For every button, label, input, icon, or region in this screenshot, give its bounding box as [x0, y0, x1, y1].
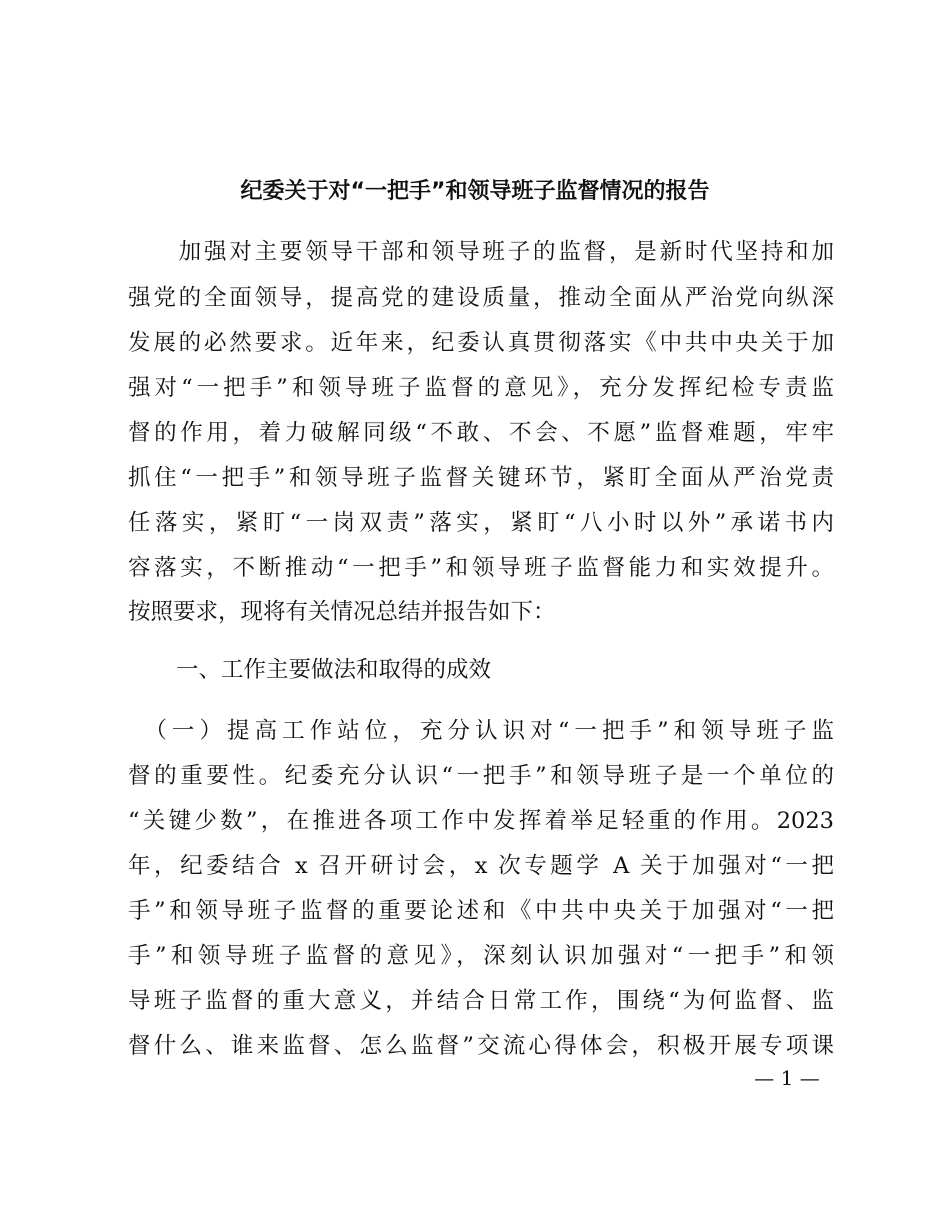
- intro-line-1: 加强对主要领导干部和领导班子的监督，是新时代坚持和加: [128, 239, 834, 265]
- section1-line-7: 导班子监督的重大意义，并结合日常工作，围绕“为何监督、监: [128, 988, 834, 1014]
- intro-line-3: 发展的必然要求。近年来，纪委认真贯彻落实《中共中央关于加: [128, 330, 834, 356]
- section1-line-4: 年，纪委结合 x 召开研讨会，x 次专题学 A 关于加强对“一把: [128, 853, 834, 879]
- section1-line-6: 手”和领导班子监督的意见》，深刻认识加强对“一把手”和领: [128, 943, 834, 969]
- section1-line-1: （一）提高工作站位，充分认识对“一把手”和领导班子监: [128, 718, 834, 744]
- intro-line-4: 强对“一把手”和领导班子监督的意见》，充分发挥纪检专责监: [128, 375, 834, 401]
- section1-line-5: 手”和领导班子监督的重要论述和《中共中央关于加强对“一把: [128, 898, 834, 924]
- intro-line-6: 抓住“一把手”和领导班子监督关键环节，紧盯全面从严治党责: [128, 465, 834, 491]
- document-title: 纪委关于对“一把手”和领导班子监督情况的报告: [240, 179, 710, 204]
- intro-line-5: 督的作用，着力破解同级“不敢、不会、不愿”监督难题，牢牢: [128, 420, 834, 446]
- section1-line-8: 督什么、谁来监督、怎么监督”交流心得体会，积极开展专项课: [128, 1033, 834, 1059]
- intro-line-8: 容落实，不断推动“一把手”和领导班子监督能力和实效提升。: [128, 555, 834, 581]
- intro-line-7: 任落实，紧盯“一岗双责”落实，紧盯“八小时以外”承诺书内: [128, 510, 834, 536]
- section1-line-3: “关键少数”，在推进各项工作中发挥着举足轻重的作用。2023: [128, 808, 834, 834]
- section-heading: 一、工作主要做法和取得的成效: [176, 657, 492, 683]
- intro-line-2: 强党的全面领导，提高党的建设质量，推动全面从严治党向纵深: [128, 285, 834, 311]
- intro-line-9: 按照要求，现将有关情况总结并报告如下：: [128, 599, 556, 625]
- page-number: — 1 —: [754, 1066, 820, 1090]
- section1-line-2: 督的重要性。纪委充分认识“一把手”和领导班子是一个单位的: [128, 763, 834, 789]
